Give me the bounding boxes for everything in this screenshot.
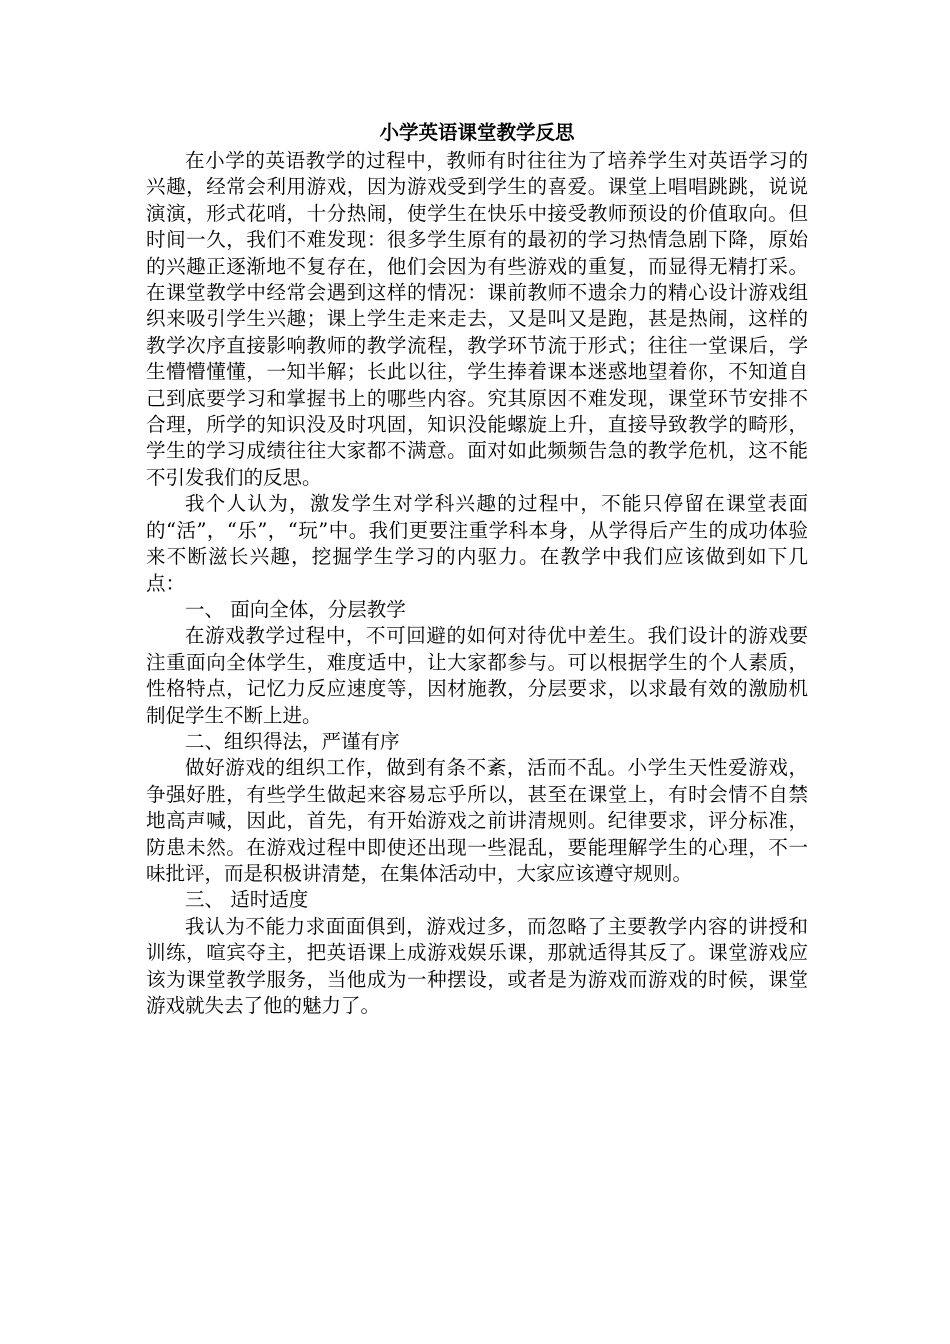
section-heading-1: 一、 面向全体，分层教学 <box>185 597 406 621</box>
document-page <box>146 118 808 1019</box>
paragraph-intro: 在小学的英语教学的过程中，教师有时往往为了培养学生对英语学习的兴趣，经常会利用游戏，因为游戏受到学生的喜爱。课堂上唱唱跳跳，说说演演，形式花哨，十分热闹，使学生在快乐中接受教师预设的价值取向。但时间一久，我们不难发现：很多学生原有的最初的学习热情急剧下降，原始的兴趣正逐渐地不复存在，他们会因为有些游戏的重复，而显得无精打采。在课堂教学中经常会遇到这样的情况：课前教师不遗余力的精心设计游戏组织来吸引学生兴趣；课上学生走来走去，又是叫又是跑，甚是热闹，这样的教学次序直接影响教师的教学流程，教学环节流于形式；往往一堂课后，学生懵懵懂懂，一知半解；长此以往，学生捧着课本迷惑地望着你，不知道自己到底要学习和掌握书上的哪些内容。究其原因不难发现，课堂环节安排不合理，所学的知识没及时巩固，知识没能螺旋上升，直接导致教学的畸形，学生的学习成绩往往大家都不满意。面对如此频频告急的教学危机，这不能不引发我们的反思。 <box>146 149 808 489</box>
section-heading-3: 三、 适时适度 <box>185 888 309 912</box>
section-heading-2: 二、组织得法，严谨有序 <box>185 729 400 753</box>
paragraph-section-1: 在游戏教学过程中，不可回避的如何对待优中差生。我们设计的游戏要注重面向全体学生，难度适中，让大家都参与。可以根据学生的个人素质，性格特点，记忆力反应速度等，因材施教，分层要求，以求最有效的激励机制促学生不断上进。 <box>146 624 808 727</box>
paragraph-opinion: 我个人认为，激发学生对学科兴趣的过程中，不能只停留在课堂表面的“活”，“乐”，“玩”中。我们更要注重学科本身，从学得后产生的成功体验来不断滋长兴趣，挖掘学生学习的内驱力。在教学中我们应该做到如下几点： <box>146 492 808 595</box>
paragraph-section-2: 做好游戏的组织工作，做到有条不紊，活而不乱。小学生天性爱游戏，争强好胜，有些学生做起来容易忘乎所以，甚至在课堂上，有时会情不自禁地高声喊，因此，首先，有开始游戏之前讲清规则。纪律要求，评分标准，防患未然。在游戏过程中即使还出现一些混乱，要能理解学生的心理，不一味批评，而是积极讲清楚，在集体活动中，大家应该遵守规则。 <box>146 756 808 885</box>
document-title: 小学英语课堂教学反思 <box>379 121 575 144</box>
paragraph-section-3: 我认为不能力求面面俱到，游戏过多，而忽略了主要教学内容的讲授和训练，喧宾夺主，把英语课上成游戏娱乐课，那就适得其反了。课堂游戏应该为课堂教学服务，当他成为一种摆设，或者是为游戏而游戏的时候，课堂游戏就失去了他的魅力了。 <box>146 914 808 1017</box>
